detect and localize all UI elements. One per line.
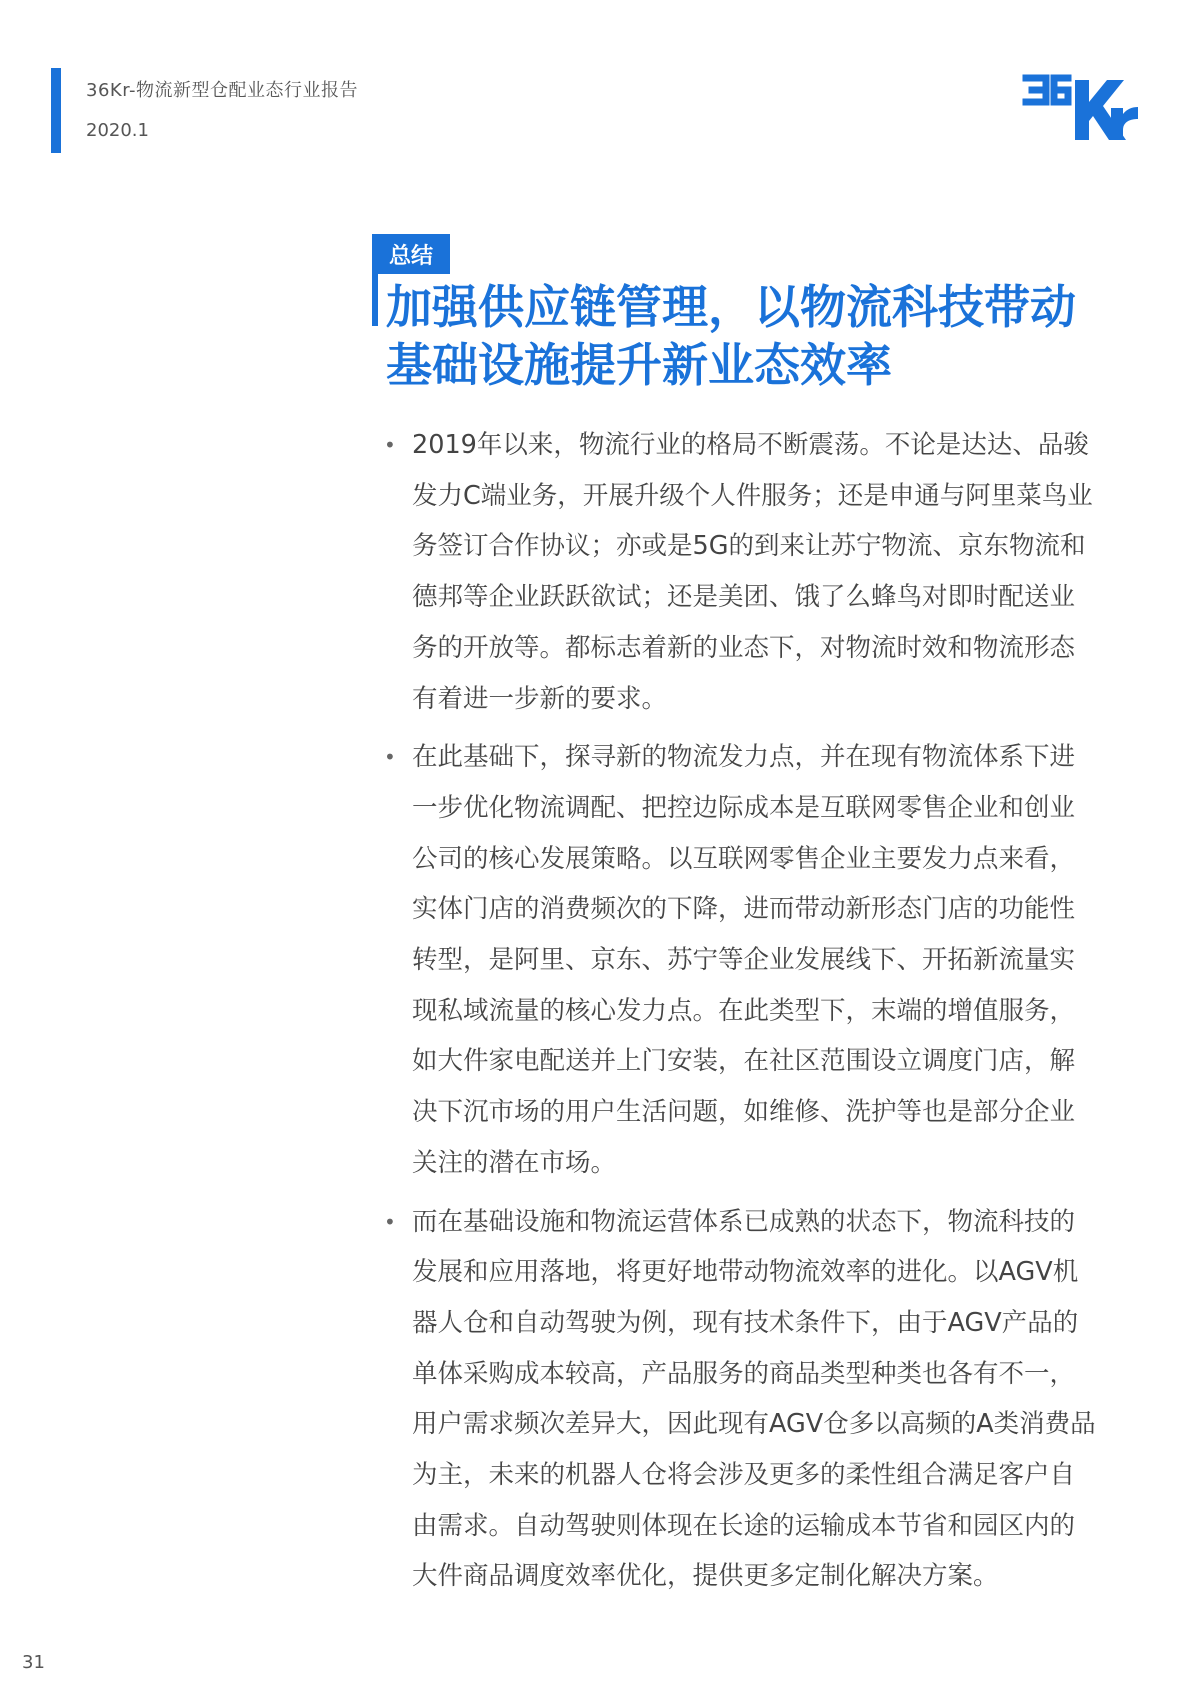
header-accent-bar (51, 68, 61, 153)
bullet-dot-icon: • (384, 1209, 396, 1234)
section-title: 加强供应链管理，以物流科技带动基础设施提升新业态效率 (386, 280, 1076, 392)
bullet-dot-icon: • (384, 745, 396, 770)
bullet-text: 在此基础下，探寻新的物流发力点，并在现有物流体系下进一步优化物流调配、把控边际成本是互联网零售企业和创业公司的核心发展策略。以互联网零售企业主要发力点来看，实体门店的消费频次的下降，进而带动新形态门店的功能性转型，是阿里、京东、苏宁等企业发展线下、开拓新流量实现私域流量的核心发力点。在此类型下，末端的增值服务，如大件家电配送并上门安装，在社区范围设立调度门店，解决下沉市场的用户生活问题，如维修、洗护等也是部分企业关注的潜在市场。 (412, 742, 1076, 1178)
bullet-item (384, 732, 1096, 1188)
bullet-item (384, 420, 1096, 724)
title-accent-bar (372, 274, 378, 326)
report-date: 2020.1 (86, 120, 149, 141)
section-tag: 总结 (372, 234, 450, 274)
bullet-text: 而在基础设施和物流运营体系已成熟的状态下，物流科技的发展和应用落地，将更好地带动物流效率的进化。以AGV机器人仓和自动驾驶为例，现有技术条件下，由于AGV产品的单体采购成本较高，产品服务的商品类型种类也各有不一，用户需求频次差异大，因此现有AGV仓多以高频的A类消费品为主，未来的机器人仓将会涉及更多的柔性组合满足客户自由需求。自动驾驶则体现在长途的运输成本节省和园区内的大件商品调度效率优化，提供更多定制化解决方案。 (412, 1206, 1096, 1592)
36kr-logo (1020, 60, 1140, 150)
page-number: 31 (22, 1652, 45, 1673)
bullet-list (384, 420, 1096, 1610)
bullet-text: 2019年以来，物流行业的格局不断震荡。不论是达达、品骏发力C端业务，开展升级个人件服务；还是申通与阿里菜鸟业务签订合作协议；亦或是5G的到来让苏宁物流、京东物流和德邦等企业跃跃欲试；还是美团、饿了么蜂鸟对即时配送业务的开放等。都标志着新的业态下，对物流时效和物流形态有着进一步新的要求。 (412, 430, 1093, 714)
bullet-dot-icon: • (384, 433, 396, 457)
bullet-item (384, 1197, 1096, 1603)
report-title: 36Kr-物流新型仓配业态行业报告 (86, 80, 358, 101)
